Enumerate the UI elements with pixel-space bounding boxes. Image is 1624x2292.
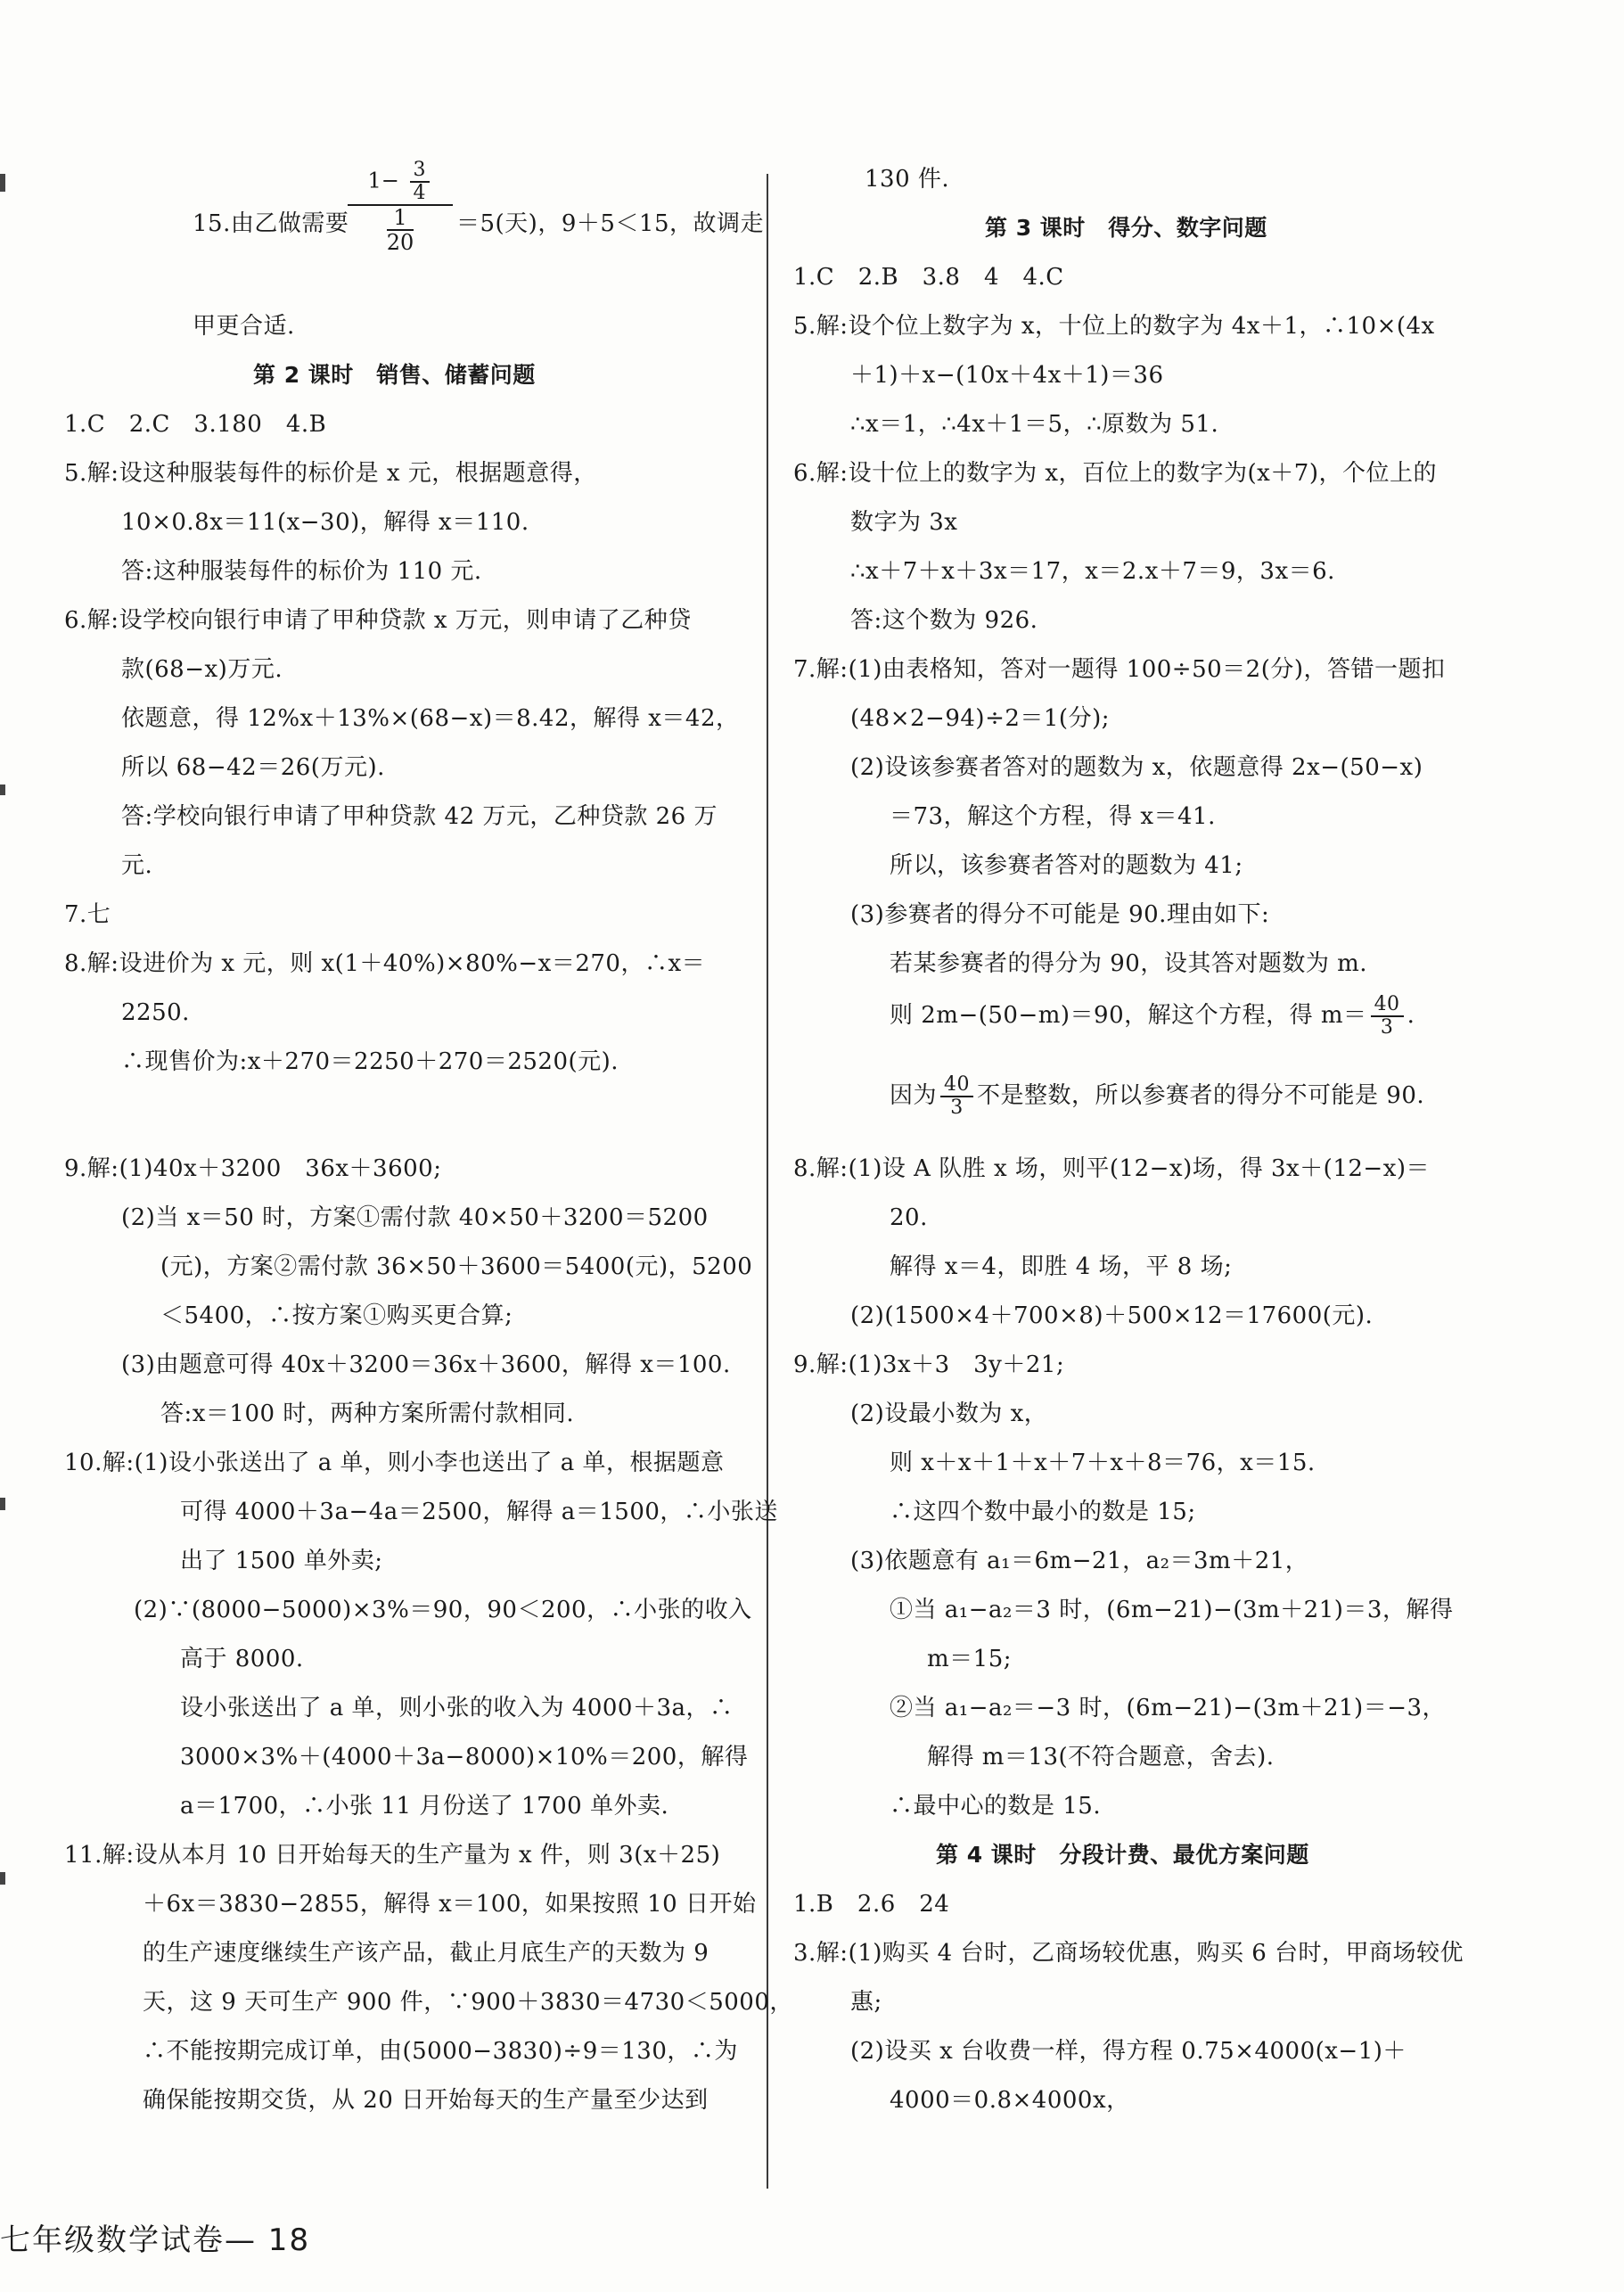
fraction-numerator: 1: [387, 206, 414, 231]
answer-line: (2)(1500×4＋700×8)＋500×12＝17600(元).: [850, 1302, 1374, 1329]
answer-line: 1.C 2.C 3.180 4.B: [64, 411, 327, 438]
answer-line: 3.解:(1)购买 4 台时，乙商场较优惠，购买 6 台时，甲商场较优: [793, 1940, 1464, 1967]
answer-line: ＝73，解这个方程，得 x＝41.: [890, 803, 1216, 830]
page-footer: 七年级数学试卷— 18: [0, 2222, 311, 2258]
answer-line: a＝1700，∴小张 11 月份送了 1700 单外卖.: [180, 1793, 669, 1820]
answer-line: ∴这四个数中最小的数是 15;: [890, 1499, 1196, 1525]
answer-line: 130 件.: [865, 166, 950, 193]
fraction-numerator: 40: [940, 1074, 973, 1097]
answer-line: 元.: [121, 852, 153, 879]
q15-num-a: 1−: [367, 168, 399, 193]
answer-line: 则 x＋x＋1＋x＋7＋x＋8＝76，x＝15.: [890, 1450, 1316, 1476]
answer-line: 的生产速度继续生产该产品，截止月底生产的天数为 9: [143, 1940, 709, 1967]
answer-line: 惠;: [850, 1989, 882, 2016]
m-equation-line: [890, 994, 1415, 1039]
answer-line: ∴现售价为:x＋270＝2250＋270＝2520(元).: [121, 1048, 619, 1075]
because-fraction: [940, 1074, 973, 1119]
answer-line: (2)设最小数为 x，: [850, 1401, 1048, 1427]
q15-continuation: 甲更合适.: [193, 313, 295, 340]
answer-line: 6.解:设十位上的数字为 x，百位上的数字为(x＋7)，个位上的: [793, 460, 1437, 487]
because-pre: 因为: [890, 1082, 938, 1109]
answer-line: 2250.: [121, 999, 190, 1026]
edge-mark: [0, 1872, 5, 1885]
answer-line: ①当 a₁−a₂＝3 时，(6m−21)−(3m＋21)＝3，解得: [890, 1597, 1454, 1623]
answer-line: 10.解:(1)设小张送出了 a 单，则小李也送出了 a 单，根据题意: [64, 1450, 725, 1476]
answer-line: 1.B 2.6 24: [793, 1891, 950, 1918]
fraction-denominator: 4: [413, 182, 426, 204]
column-divider: [767, 174, 768, 2189]
q15-pre: 15.由乙做需要: [193, 210, 349, 237]
answer-line: (2)当 x＝50 时，方案①需付款 40×50＋3200＝5200: [121, 1204, 709, 1231]
answer-line: (3)由题意可得 40x＋3200＝36x＋3600，解得 x＝100.: [121, 1351, 731, 1378]
m-fraction: [1371, 994, 1404, 1039]
answer-line: 所以 68−42＝26(万元).: [121, 754, 385, 781]
answer-line: 8.解:设进价为 x 元，则 x(1＋40%)×80%−x＝270，∴x＝: [64, 950, 706, 977]
answer-line: 高于 8000.: [180, 1646, 304, 1672]
answer-line: ∴最中心的数是 15.: [890, 1793, 1102, 1820]
answer-line: 答:x＝100 时，两种方案所需付款相同.: [160, 1401, 575, 1427]
answer-line: 11.解:设从本月 10 日开始每天的生产量为 x 件，则 3(x＋25): [64, 1842, 721, 1869]
answer-line: 5.解:设这种服装每件的标价是 x 元，根据题意得，: [64, 460, 597, 487]
answer-line: (2)设买 x 台收费一样，得方程 0.75×4000(x−1)＋: [850, 2038, 1407, 2065]
answer-line: 7.七: [64, 901, 111, 928]
answer-line: (3)参赛者的得分不可能是 90.理由如下:: [850, 901, 1270, 928]
q15-post: ＝5(天)，9＋5＜15，故调走: [456, 210, 764, 237]
answer-line: 1.C 2.B 3.8 4 4.C: [793, 264, 1064, 291]
m-eq-pre: 则 2m−(50−m)＝90，解这个方程，得 m＝: [890, 1002, 1367, 1029]
answer-line: 9.解:(1)3x＋3 3y＋21;: [793, 1351, 1065, 1378]
answer-line: 20.: [890, 1204, 928, 1231]
q15-num-fraction: [410, 160, 430, 204]
answer-line: 若某参赛者的得分为 90，设其答对题数为 m.: [890, 950, 1368, 977]
answer-line: 答:学校向银行申请了甲种贷款 42 万元，乙种贷款 26 万: [121, 803, 718, 830]
fraction-denominator: 3: [950, 1097, 964, 1119]
answer-line: ＋6x＝3830−2855，解得 x＝100，如果按照 10 日开始: [143, 1891, 757, 1918]
fraction-numerator: 40: [1371, 994, 1404, 1017]
answer-line: 10×0.8x＝11(x−30)，解得 x＝110.: [121, 509, 529, 536]
answer-line: 7.解:(1)由表格知，答对一题得 100÷50＝2(分)，答错一题扣: [793, 656, 1446, 683]
answer-line: (3)依题意有 a₁＝6m−21，a₂＝3m＋21，: [850, 1548, 1309, 1574]
answer-line: 天，这 9 天可生产 900 件，∵900＋3830＝4730＜5000，: [143, 1989, 793, 2016]
section-title-lesson-3: 第 3 课时 得分、数字问题: [985, 215, 1267, 241]
answer-line: 所以，该参赛者答对的题数为 41;: [890, 852, 1243, 879]
edge-mark: [0, 174, 5, 192]
answer-line: (2)设该参赛者答对的题数为 x，依题意得 2x−(50−x): [850, 754, 1423, 781]
q15-line: [193, 209, 349, 238]
answer-line: ＜5400，∴按方案①购买更合算;: [160, 1302, 513, 1329]
edge-mark: [0, 1498, 5, 1510]
answer-line: ∴x＝1，∴4x＋1＝5，∴原数为 51.: [850, 411, 1219, 438]
answer-line: 5.解:设个位上数字为 x，十位上的数字为 4x＋1，∴10×(4x: [793, 313, 1435, 340]
section-title-lesson-2: 第 2 课时 销售、储蓄问题: [253, 362, 536, 388]
answer-line: m＝15;: [927, 1646, 1012, 1672]
answer-line: 确保能按期交货，从 20 日开始每天的生产量至少达到: [143, 2087, 709, 2114]
answer-line: ∴x＋7＋x＋3x＝17，x＝2.x＋7＝9，3x＝6.: [850, 558, 1335, 585]
answer-line: 答:这种服装每件的标价为 110 元.: [121, 558, 482, 585]
answer-line: 设小张送出了 a 单，则小张的收入为 4000＋3a，∴: [180, 1695, 734, 1721]
answer-line: 9.解:(1)40x＋3200 36x＋3600;: [64, 1155, 442, 1182]
q15-compound-fraction: [348, 160, 453, 254]
fraction-denominator: 20: [386, 230, 414, 255]
answer-line: (48×2−94)÷2＝1(分);: [850, 705, 1110, 732]
answer-line: 数字为 3x: [850, 509, 958, 536]
answer-line: 8.解:(1)设 A 队胜 x 场，则平(12−x)场，得 3x＋(12−x)＝: [793, 1155, 1431, 1182]
answer-line: 款(68−x)万元.: [121, 656, 283, 683]
answer-line: (2)∵(8000−5000)×3%＝90，90＜200，∴小张的收入: [134, 1597, 752, 1623]
fraction-denominator: 3: [1380, 1016, 1394, 1039]
answer-line: 解得 x＝4，即胜 4 场，平 8 场;: [890, 1253, 1233, 1280]
answer-line: 出了 1500 单外卖;: [180, 1548, 383, 1574]
answer-line: ∴不能按期完成订单，由(5000−3830)÷9＝130，∴为: [143, 2038, 738, 2065]
answer-line: ②当 a₁−a₂＝−3 时，(6m−21)−(3m＋21)＝−3，: [890, 1695, 1447, 1721]
m-eq-post: .: [1407, 1002, 1415, 1029]
answer-line: 解得 m＝13(不符合题意，舍去).: [927, 1744, 1275, 1770]
answer-line: ＋1)＋x−(10x＋4x＋1)＝36: [850, 362, 1164, 389]
answer-line: (元)，方案②需付款 36×50＋3600＝5400(元)，5200: [160, 1253, 753, 1280]
answer-line: 4000＝0.8×4000x，: [890, 2087, 1130, 2114]
section-title-lesson-4: 第 4 课时 分段计费、最优方案问题: [936, 1842, 1309, 1868]
answer-line: 可得 4000＋3a−4a＝2500，解得 a＝1500，∴小张送: [180, 1499, 778, 1525]
edge-mark: [0, 785, 5, 795]
because-post: 不是整数，所以参赛者的得分不可能是 90.: [977, 1082, 1425, 1109]
answer-line: 答:这个数为 926.: [850, 607, 1038, 634]
answer-line: 3000×3%＋(4000＋3a−8000)×10%＝200，解得: [180, 1744, 749, 1770]
because-line: [890, 1074, 1424, 1119]
fraction-numerator: 3: [410, 160, 430, 183]
answer-line: 依题意，得 12%x＋13%×(68−x)＝8.42，解得 x＝42，: [121, 705, 740, 732]
answer-line: 6.解:设学校向银行申请了甲种贷款 x 万元，则申请了乙种贷: [64, 607, 692, 634]
